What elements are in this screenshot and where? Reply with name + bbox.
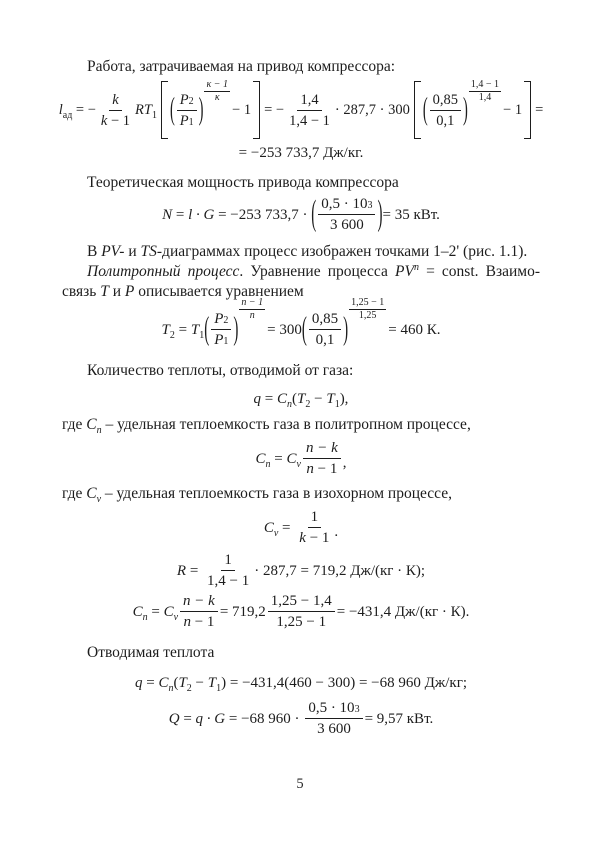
line-heat-quantity (62, 361, 540, 381)
math-var: T (100, 283, 109, 300)
math-token: = 300 (267, 321, 302, 338)
math-token (254, 389, 349, 409)
math-token (264, 518, 294, 538)
fraction-denominator (204, 571, 252, 590)
math-var: l · G (188, 206, 215, 223)
math-token: 0,1 (436, 112, 455, 129)
math-token: 1 (310, 509, 319, 525)
paragraph-text: Количество теплоты, отводимой от газа: (87, 362, 354, 379)
math-token: 3 600 (329, 217, 364, 233)
big-paren-right: ) (377, 195, 383, 234)
math-subscript: 2 (305, 399, 311, 410)
math-token: · 287,7 = 719,2 Дж/(кг · К); (254, 562, 426, 579)
page-number-text: 5 (296, 776, 304, 792)
exponent-denominator (357, 310, 379, 322)
math-var: n − k (183, 593, 215, 609)
math-token: ) = −431,4(460 − 300) = −68 960 Дж/кг; (221, 675, 468, 691)
math-var: v (173, 611, 179, 623)
math-var: n (168, 683, 174, 694)
formula-polytropic-temperature (62, 297, 540, 349)
math-token: 1 (224, 552, 232, 568)
math-token (135, 673, 467, 693)
fraction-denominator (327, 215, 367, 234)
math-var: n (96, 425, 102, 437)
exponent-fraction (204, 79, 230, 104)
para-line-1 (62, 262, 540, 282)
math-var: v (273, 527, 279, 539)
para-polytropic-process (62, 262, 540, 302)
math-var: n (142, 611, 148, 623)
fraction-denominator (313, 330, 338, 349)
line-cv-definition (62, 484, 540, 504)
math-var: PV- (101, 243, 125, 260)
fraction-denominator (303, 459, 340, 478)
math-var: C (255, 450, 266, 467)
math-token (177, 561, 202, 581)
math-token: − 1 (232, 102, 252, 118)
math-token: 1,25 (358, 310, 377, 321)
line-cn-definition (62, 415, 540, 435)
fraction (305, 699, 362, 738)
math-var: n − 1 (241, 297, 264, 308)
math-var: P (179, 112, 189, 129)
math-var: k (299, 530, 306, 546)
page-number (0, 776, 600, 793)
math-subscript (297, 459, 301, 470)
formula-adiabatic-work (58, 79, 544, 139)
formula-heat-q (62, 389, 540, 409)
big-paren-right: ) (198, 92, 204, 128)
fraction-numerator: 0,5 · 10 3 (305, 699, 362, 719)
math-token: = 460 К. (388, 321, 441, 338)
math-var: P (124, 283, 135, 300)
math-var: TS (140, 243, 157, 260)
math-subscript (174, 612, 178, 623)
fraction (286, 91, 333, 130)
fraction (268, 592, 335, 631)
math-operator: = (270, 450, 287, 467)
math-var: C (163, 603, 174, 620)
math-var: T (178, 675, 187, 691)
math-token: 1,25 − 1 (351, 297, 385, 308)
paragraph-text: и (108, 283, 125, 300)
fraction-denominator (180, 612, 217, 631)
math-token: 3 600 (317, 721, 351, 737)
math-token: 0,5 · 10 (321, 196, 368, 212)
math-operator: − (191, 675, 208, 691)
math-var: C (86, 416, 97, 433)
formula-adiabatic-work-result (62, 143, 540, 163)
paragraph-text-italic: Политропный процесс (87, 263, 240, 280)
math-var: T (207, 675, 217, 691)
fraction (303, 439, 341, 478)
math-token: 0,85 (432, 91, 459, 108)
math-token: 1,25 − 1,4 (270, 593, 332, 609)
math-var: P (214, 332, 224, 348)
math-operator: = (278, 519, 295, 536)
math-var: Q (168, 710, 180, 727)
math-token: − 1 (313, 461, 338, 477)
math-var: v (296, 458, 301, 470)
math-subscript: 1 (216, 683, 222, 694)
math-token: . (334, 524, 339, 540)
fraction-denominator (98, 111, 133, 130)
fraction (180, 592, 218, 631)
line-heat-removed (62, 643, 540, 663)
math-token: = 35 кВт. (382, 206, 440, 223)
paragraph-text: = const. Взаимо- (418, 263, 540, 280)
math-var: PV (395, 263, 414, 280)
math-operator: = (261, 391, 278, 407)
math-var: n (413, 261, 419, 273)
math-token: 1,4 (300, 91, 319, 108)
math-token (256, 449, 301, 469)
big-paren-right: ) (463, 92, 468, 128)
fraction-numerator (309, 310, 341, 330)
fraction-numerator: P 2 (211, 310, 231, 330)
fraction-numerator (221, 551, 235, 571)
math-var: q (253, 391, 262, 407)
math-token: 0,85 (311, 311, 339, 327)
fraction-numerator (268, 592, 335, 612)
exponent-denominator (213, 92, 222, 104)
fraction (318, 195, 375, 234)
formula-cn-value (62, 592, 540, 631)
math-var: n (265, 458, 271, 470)
fraction (211, 310, 231, 349)
math-var: n (306, 461, 314, 477)
math-token: 1,25 − 1 (276, 614, 327, 630)
math-var: RT (135, 102, 152, 118)
math-token: − 1 (190, 614, 215, 630)
math-token: 0,1 (315, 332, 335, 348)
exponent-fraction (239, 297, 265, 322)
fraction-denominator (286, 111, 333, 130)
big-paren-right: ) (343, 311, 349, 348)
exponent-numerator (349, 297, 386, 310)
big-bracket-right (524, 81, 531, 139)
math-subscript: 1 (151, 109, 157, 121)
fraction-denominator (296, 528, 332, 547)
paragraph-text: и (124, 243, 141, 260)
math-subscript: 2 (169, 329, 175, 341)
exponent-numerator (469, 79, 501, 92)
fraction-numerator (180, 592, 218, 612)
formula-heat-power (62, 699, 540, 738)
math-subscript: 1 (334, 399, 340, 410)
paragraph-text: описывается уравнением (134, 283, 304, 300)
paragraph-text: где (62, 485, 87, 502)
math-token (133, 602, 178, 622)
line-pv-ts-diagrams (62, 242, 540, 262)
math-var: C (286, 450, 297, 467)
math-var: T (297, 391, 306, 407)
fraction-numerator (109, 91, 121, 111)
math-token: 1,4 − 1 (289, 112, 330, 129)
math-operator: − (310, 391, 327, 407)
big-paren-left: ( (311, 195, 317, 234)
math-var: C (263, 519, 274, 536)
formula-cn (62, 439, 540, 478)
paragraph-text: Работа, затрачиваемая на привод компрессора: (87, 58, 396, 75)
math-token: = 9,57 кВт. (364, 710, 434, 727)
math-token: = −253 733,7 Дж/кг. (238, 145, 364, 161)
math-token: ( (173, 675, 179, 691)
fraction-numerator: P 2 (177, 91, 197, 111)
math-var: P (214, 311, 224, 327)
math-var: n (183, 614, 191, 630)
fraction-numerator (303, 439, 341, 459)
math-var: k (112, 91, 119, 108)
exponent-denominator (248, 310, 257, 322)
fraction-denominator: P 1 (179, 112, 194, 129)
paragraph-text: где (62, 416, 87, 433)
math-var: C (158, 675, 169, 691)
math-token: = 719,2 (219, 603, 266, 620)
para-line-2 (62, 282, 540, 302)
fraction-denominator: P 1 (214, 332, 229, 348)
paragraph-text: -диаграммах процесс изображен точками 1–2' (рис. 1.1). (156, 243, 528, 260)
math-var: l (58, 102, 63, 118)
paragraph-text: Отводимая теплота (87, 644, 215, 661)
page-content (58, 50, 544, 738)
math-token: , (342, 455, 347, 471)
paragraph-text: Теоретическая мощность привода компрессора (87, 174, 399, 191)
big-bracket-left (161, 81, 168, 139)
math-operator: = (172, 206, 189, 223)
math-var: C (277, 391, 288, 407)
math-token (169, 709, 304, 729)
fraction-numerator: 0,5 · 10 3 (318, 195, 375, 215)
math-operator: = (147, 603, 164, 620)
math-token: = −68 960 · (225, 710, 304, 727)
math-var: v (96, 494, 102, 506)
math-token: ( (292, 391, 298, 407)
fraction (296, 508, 332, 547)
formula-cv (62, 508, 540, 547)
exponent-denominator (477, 92, 494, 104)
paragraph-text: связь (62, 283, 101, 300)
math-subscript: ад (62, 109, 73, 121)
math-var: T (326, 391, 335, 407)
math-token: − 1 (305, 530, 330, 546)
big-paren-left: ( (422, 92, 428, 128)
paragraph-text: – удельная теплоемкость газа в политропном процессе, (101, 416, 471, 433)
math-token: ), (339, 391, 349, 407)
paragraph-text: . Уравнение процесса (239, 263, 396, 280)
fraction-denominator (314, 719, 354, 738)
fraction (204, 551, 252, 590)
formula-power (62, 195, 540, 234)
math-token: · 287,7 · 300 (334, 102, 410, 118)
math-token: − 1 (503, 102, 523, 118)
fraction-denominator (433, 111, 457, 130)
math-token (162, 320, 205, 340)
math-subscript: 2 (186, 683, 192, 694)
big-paren-right: ) (233, 311, 239, 348)
math-var: κ − 1 (206, 79, 229, 90)
math-subscript: 1 (199, 329, 205, 341)
fraction (98, 91, 133, 130)
line-work-intro (62, 57, 540, 77)
math-token: 1,4 − 1 (470, 79, 500, 90)
math-var: n (287, 399, 293, 410)
fraction (309, 310, 341, 349)
fraction-denominator (273, 612, 329, 631)
paragraph-text: – удельная теплоемкость газа в изохорном процессе, (101, 485, 452, 502)
math-operator: = (186, 562, 203, 579)
big-paren-left: ( (169, 92, 175, 128)
big-paren-left: ( (301, 311, 307, 348)
math-var: k (100, 112, 108, 129)
math-var: q (134, 675, 143, 691)
formula-r-value (62, 551, 540, 590)
math-token: 1,4 − 1 (207, 573, 250, 589)
math-operator: = (142, 675, 159, 691)
math-var: T (190, 321, 200, 338)
big-paren-left: ( (204, 311, 210, 348)
math-var: T (161, 321, 170, 338)
math-token: 0,5 · 10 (308, 700, 355, 716)
math-var: q · G (195, 710, 226, 727)
fraction-numerator (308, 508, 322, 528)
paragraph-text: В (87, 243, 102, 260)
math-var: N (162, 206, 173, 223)
math-token: − 1 (107, 112, 131, 129)
math-var: n − k (305, 440, 338, 456)
line-theoretical-power (62, 173, 540, 193)
fraction (177, 91, 197, 130)
fraction-numerator (430, 91, 461, 111)
exponent-numerator (204, 79, 230, 92)
big-bracket-left (414, 81, 421, 139)
math-operator: = (535, 102, 544, 118)
formula-q-value (62, 673, 540, 693)
math-var: R (176, 562, 187, 579)
exponent-fraction (469, 79, 501, 104)
big-bracket-right (253, 81, 260, 139)
math-var: C (132, 603, 143, 620)
math-var: P (179, 91, 189, 108)
math-token: = −431,4 Дж/(кг · К). (336, 603, 470, 620)
math-var: κ (214, 92, 220, 103)
math-operator: = (174, 321, 191, 338)
exponent-numerator (239, 297, 265, 310)
math-operator: = − (72, 102, 96, 118)
math-token (162, 205, 311, 225)
math-token (59, 100, 96, 120)
math-token: 1,4 (478, 92, 492, 103)
fraction (430, 91, 461, 130)
exponent-fraction (349, 297, 386, 322)
math-operator: = (179, 710, 196, 727)
math-token: = −253 733,7 · (214, 206, 312, 223)
math-operator: = − (264, 102, 285, 118)
fraction-numerator (297, 91, 321, 111)
math-token (135, 100, 157, 120)
math-var: C (86, 485, 97, 502)
math-var: n (249, 310, 255, 321)
